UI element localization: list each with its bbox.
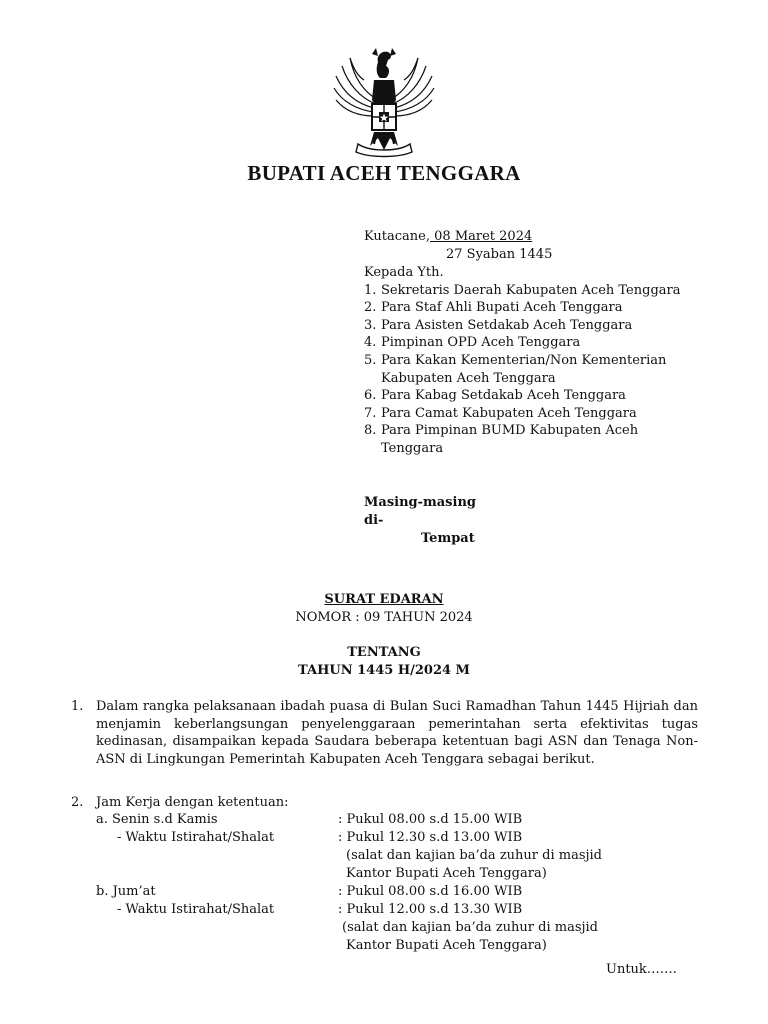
recipient-text: Para Pimpinan BUMD Kabupaten Aceh Tenggara xyxy=(381,423,639,456)
paragraph-1-text: Dalam rangka pelaksanaan ibadah puasa di Bulan Suci Ramadhan Tahun 1445 Hijriah dan menjamin keberlangsungan penyelenggaraan pemerintahan serta efektivitas tugas kedinasan, disampaikan kepada Saudara beberapa ketentuan bagi ASN dan Tenaga Non-ASN di Lingkungan Pemerintah Kabupaten Aceh Tenggara sebagai berikut. xyxy=(96,699,698,767)
recipient-number: 1. xyxy=(364,282,377,298)
recipient-item xyxy=(364,405,694,423)
schedule-b-label: b. Jum’at xyxy=(96,884,156,899)
circular-title: SURAT EDARAN xyxy=(324,592,444,607)
paragraph-1-number: 1. xyxy=(71,699,84,714)
recipient-item xyxy=(364,334,694,352)
recipients-list xyxy=(364,282,694,458)
recipient-text: Pimpinan OPD Aceh Tenggara xyxy=(381,335,581,351)
date-line xyxy=(364,228,532,246)
recipient-number: 4. xyxy=(364,335,377,351)
recipient-number: 6. xyxy=(364,388,377,404)
recipient-number: 8. xyxy=(364,423,377,439)
recipient-item xyxy=(364,282,694,300)
recipient-item xyxy=(364,422,694,457)
schedule-a-value: : Pukul 08.00 s.d 15.00 WIB xyxy=(338,812,523,827)
recipient-item xyxy=(364,317,694,335)
schedule-a-note-2: Kantor Bupati Aceh Tenggara) xyxy=(346,866,547,881)
recipient-text: Para Kakan Kementerian/Non Kementerian Kabupaten Aceh Tenggara xyxy=(381,352,667,386)
letterhead-title: BUPATI ACEH TENGGARA xyxy=(247,161,521,185)
recipient-text: Para Camat Kabupaten Aceh Tenggara xyxy=(381,405,637,421)
recipient-number: 5. xyxy=(364,352,377,368)
recipient-item xyxy=(364,352,694,387)
recipients-greeting: Kepada Yth. xyxy=(364,265,444,280)
schedule-b-break-value: : Pukul 12.00 s.d 13.30 WIB xyxy=(338,902,523,917)
recipient-text: Para Kabag Setdakab Aceh Tenggara xyxy=(381,388,626,404)
recipient-item xyxy=(364,387,694,405)
masing-masing-text: Masing-masing xyxy=(364,495,476,510)
schedule-a-label: a. Senin s.d Kamis xyxy=(96,812,218,827)
recipients-block xyxy=(364,264,694,458)
schedule-b-note-1: (salat dan kajian ba’da zuhur di masjid xyxy=(342,920,599,935)
recipient-text: Para Asisten Setdakab Aceh Tenggara xyxy=(381,317,633,333)
circular-about: TENTANG xyxy=(347,645,421,660)
circular-number: NOMOR : 09 TAHUN 2024 xyxy=(295,610,473,625)
schedule-b-note-2: Kantor Bupati Aceh Tenggara) xyxy=(346,938,547,953)
place-text: Kutacane, xyxy=(364,229,431,244)
di-text: di- xyxy=(364,513,384,528)
paragraph-2-text: Jam Kerja dengan ketentuan: xyxy=(96,795,289,810)
tempat-text: Tempat xyxy=(421,531,475,546)
recipient-text: Para Staf Ahli Bupati Aceh Tenggara xyxy=(381,300,623,316)
recipient-number: 7. xyxy=(364,405,377,421)
recipient-number: 3. xyxy=(364,317,377,333)
garuda-emblem-icon xyxy=(328,40,440,158)
schedule-a-break-value: : Pukul 12.30 s.d 13.00 WIB xyxy=(338,830,523,845)
circular-subject: TAHUN 1445 H/2024 M xyxy=(298,663,470,678)
schedule-b-break-label: - Waktu Istirahat/Shalat xyxy=(117,902,275,917)
recipient-text: Sekretaris Daerah Kabupaten Aceh Tenggara xyxy=(381,282,681,298)
schedule-b-value: : Pukul 08.00 s.d 16.00 WIB xyxy=(338,884,523,899)
hijri-date: 27 Syaban 1445 xyxy=(446,247,553,262)
recipient-item xyxy=(364,299,694,317)
continuation-text: Untuk……. xyxy=(606,962,677,977)
schedule-a-break-label: - Waktu Istirahat/Shalat xyxy=(117,830,275,845)
paragraph-2-number: 2. xyxy=(71,795,84,810)
gregorian-date: 08 Maret 2024 xyxy=(430,229,533,244)
schedule-a-note-1: (salat dan kajian ba’da zuhur di masjid xyxy=(346,848,603,863)
recipient-number: 2. xyxy=(364,300,377,316)
